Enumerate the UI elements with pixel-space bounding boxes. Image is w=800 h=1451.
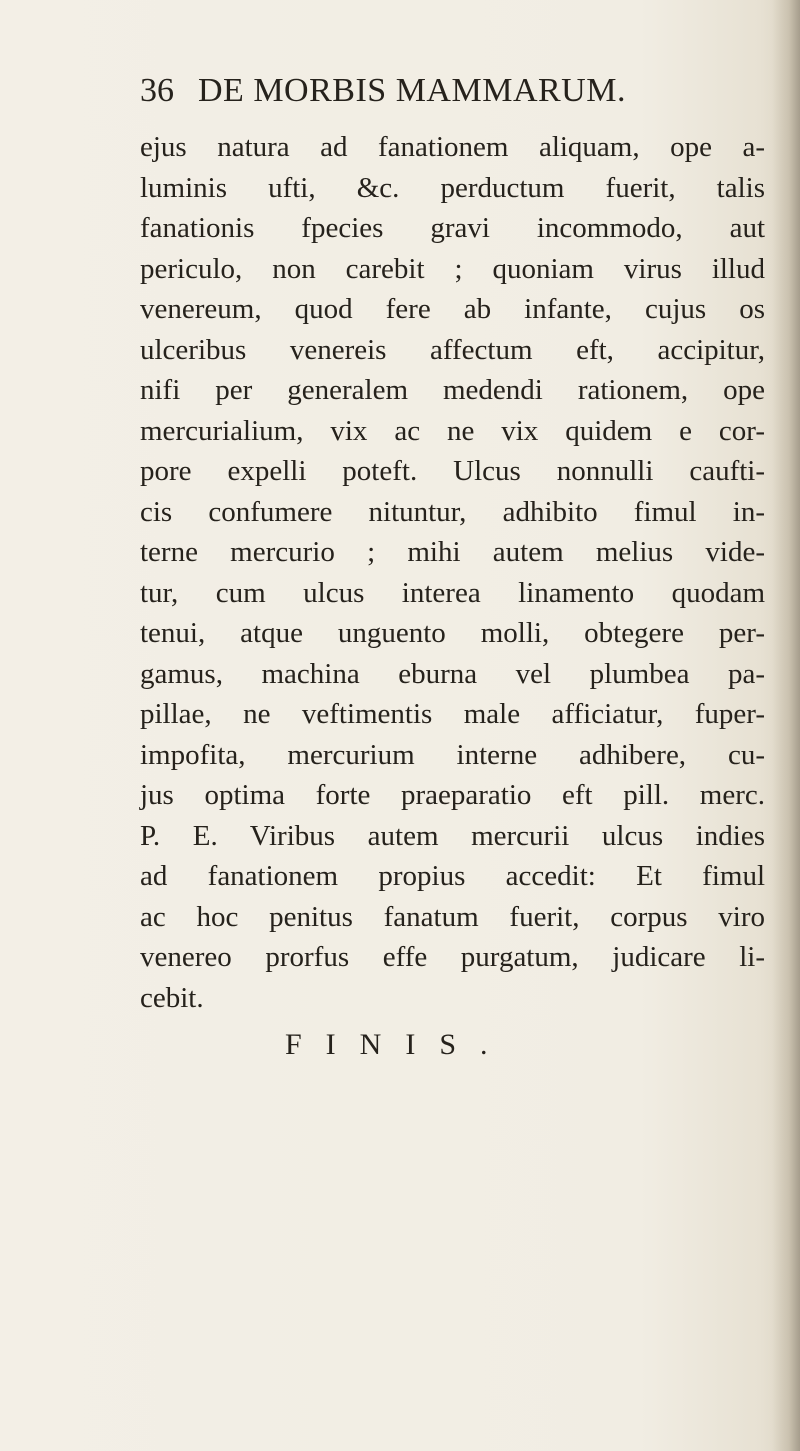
text-line: terne mercurio ; mihi autem melius vide- (140, 536, 765, 568)
text-line: periculo, non carebit ; quoniam virus illud (140, 252, 765, 285)
text-line: impofita, mercurium interne adhibere, cu- (140, 738, 765, 771)
text-line: pore expelli poteft. Ulcus nonnulli caufti- (140, 455, 765, 487)
text-line: tur, cum ulcus interea linamento quodam (140, 576, 765, 609)
body-text (140, 127, 770, 1018)
text-line: ad fanationem propius accedit: Et fimul (140, 860, 765, 892)
text-line: ulceribus venereis affectum eft, accipitur, (140, 333, 765, 366)
text-line: venereum, quod fere ab infante, cujus os (140, 293, 765, 325)
text-line: jus optima forte praeparatio eft pill. merc. (140, 779, 765, 811)
text-line: tenui, atque unguento molli, obtegere per- (140, 617, 765, 649)
text-line: ac hoc penitus fanatum fuerit, corpus viro (140, 900, 765, 933)
text-line: nifi per generalem medendi rationem, ope (140, 374, 765, 406)
text-line: cis confumere nituntur, adhibito fimul in- (140, 495, 765, 528)
text-line: pillae, ne veftimentis male afficiatur, fuper- (140, 698, 765, 730)
text-line: gamus, machina eburna vel plumbea pa- (140, 657, 765, 690)
text-line: venereo prorfus effe purgatum, judicare li- (140, 941, 765, 973)
text-line: cebit. (140, 981, 204, 1014)
page-header (140, 72, 740, 116)
page-edge-shadow (772, 0, 800, 1451)
text-line: P. E. Viribus autem mercurii ulcus indies (140, 819, 765, 852)
text-line: luminis ufti, &c. perductum fuerit, talis (140, 171, 765, 204)
text-line: fanationis fpecies gravi incommodo, aut (140, 212, 765, 244)
page-number: 36 (140, 72, 174, 109)
text-line: ejus natura ad fanationem aliquam, ope a- (140, 131, 765, 163)
running-title: DE MORBIS MAMMARUM. (198, 72, 626, 109)
finis-label: FINIS. (285, 1028, 512, 1061)
text-line: mercurialium, vix ac ne vix quidem e cor- (140, 414, 765, 447)
